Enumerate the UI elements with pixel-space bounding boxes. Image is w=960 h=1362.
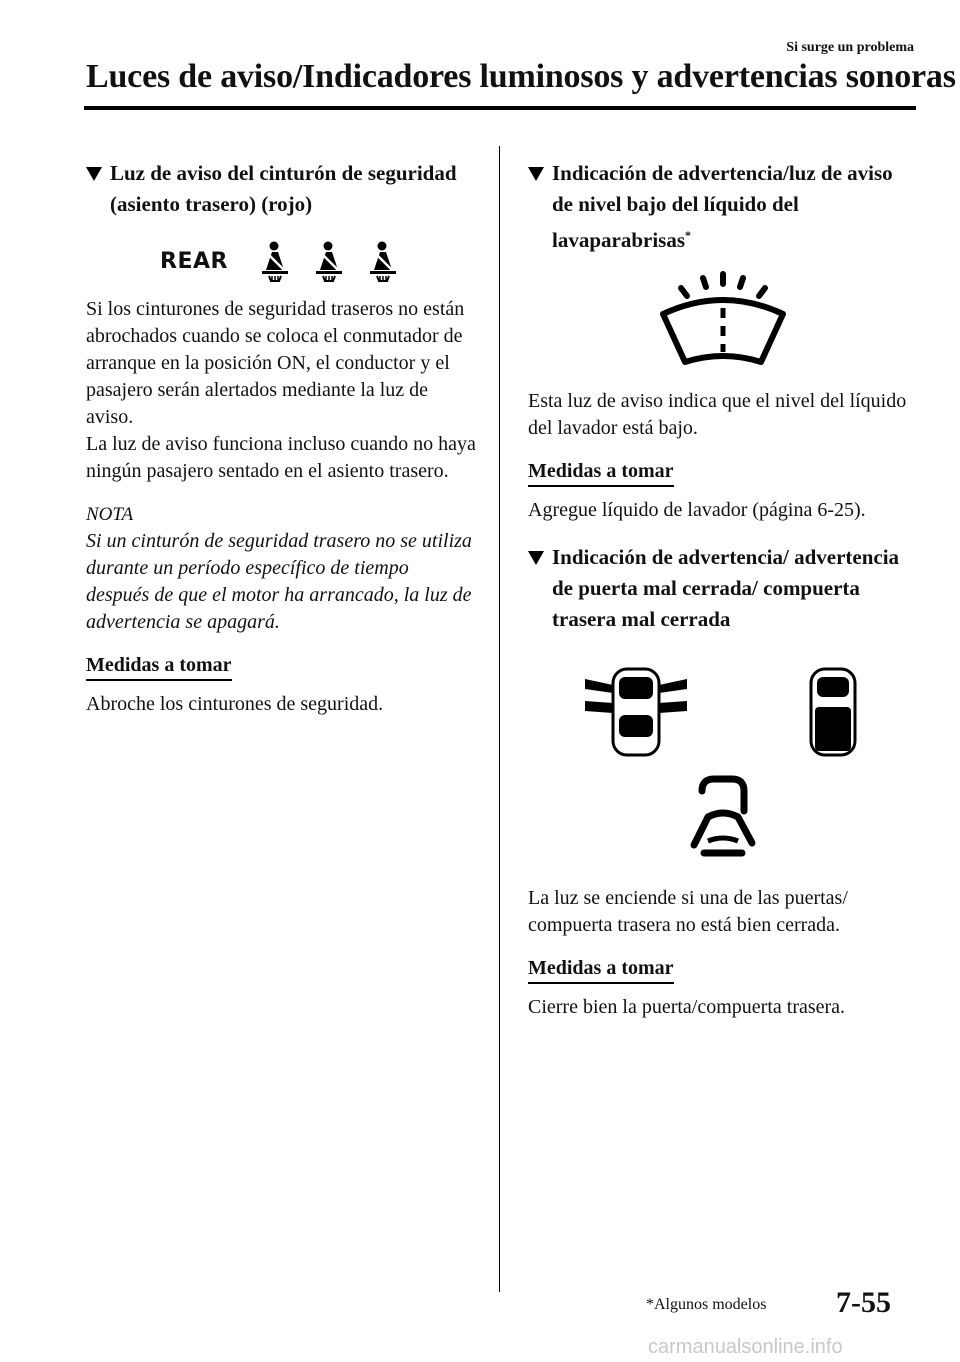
measures-text: Cierre bien la puerta/compuerta trasera.: [528, 996, 846, 1018]
seatbelt-icon: [312, 240, 348, 282]
measures-heading: Medidas a tomar: [528, 955, 674, 984]
triangle-bullet-icon: [86, 167, 102, 181]
left-column: [86, 158, 476, 718]
note-text: Si un cinturón de seguridad trasero no se utiliza durante un período específico de tiempo después de que el motor ha arrancado, la luz de advertencia se apagará.: [86, 530, 472, 633]
footnote: *Algunos modelos: [646, 1296, 767, 1313]
measures-text: Abroche los cinturones de seguridad.: [86, 693, 384, 715]
section-kicker: Si surge un problema: [786, 40, 914, 55]
page-title: Luces de aviso/Indicadores luminosos y advertencias sonoras: [86, 58, 956, 95]
door-open-icon: [668, 771, 778, 871]
seatbelt-body-2: La luz de aviso funciona incluso cuando no haya ningún pasajero sentado en el asiento trasero.: [86, 433, 476, 482]
column-divider: [499, 146, 500, 1292]
washer-heading: Indicación de advertencia/luz de aviso de nivel bajo del líquido del lavaparabrisas*: [528, 158, 918, 256]
watermark: carmanualsonline.info: [648, 1336, 843, 1358]
title-rule: [84, 106, 916, 110]
seatbelt-heading: Luz de aviso del cinturón de seguridad (asiento trasero) (rojo): [86, 158, 476, 220]
measures-heading: Medidas a tomar: [528, 458, 674, 487]
right-column: [528, 158, 918, 1021]
door-body: La luz se enciende si una de las puertas/ compuerta trasera no está bien cerrada.: [528, 887, 848, 936]
asterisk-mark: *: [685, 228, 692, 242]
seatbelt-icon: [258, 240, 294, 282]
seatbelt-body-1: Si los cinturones de seguridad traseros no están abrochados cuando se coloca el conmutador de arranque en la posición ON, el conductor y el pasajero serán alertados mediante la luz de aviso.: [86, 298, 465, 428]
triangle-bullet-icon: [528, 167, 544, 181]
washer-fluid-icon: [653, 270, 793, 370]
door-ajar-icon: [583, 663, 693, 763]
liftgate-ajar-icon: [803, 663, 863, 763]
page-number: 7-55: [836, 1286, 891, 1319]
note-label: NOTA: [86, 504, 134, 525]
triangle-bullet-icon: [528, 551, 544, 565]
seatbelt-indicator-row: [86, 240, 476, 282]
measures-text: Agregue líquido de lavador (página 6-25).: [528, 499, 866, 521]
measures-heading: Medidas a tomar: [86, 652, 232, 681]
seatbelt-icon: [366, 240, 402, 282]
door-heading: Indicación de advertencia/ advertencia de puerta mal cerrada/ compuerta trasera mal cerrada: [528, 542, 918, 635]
rear-label: REAR: [160, 248, 228, 274]
washer-body: Esta luz de aviso indica que el nivel del líquido del lavador está bajo.: [528, 390, 907, 439]
